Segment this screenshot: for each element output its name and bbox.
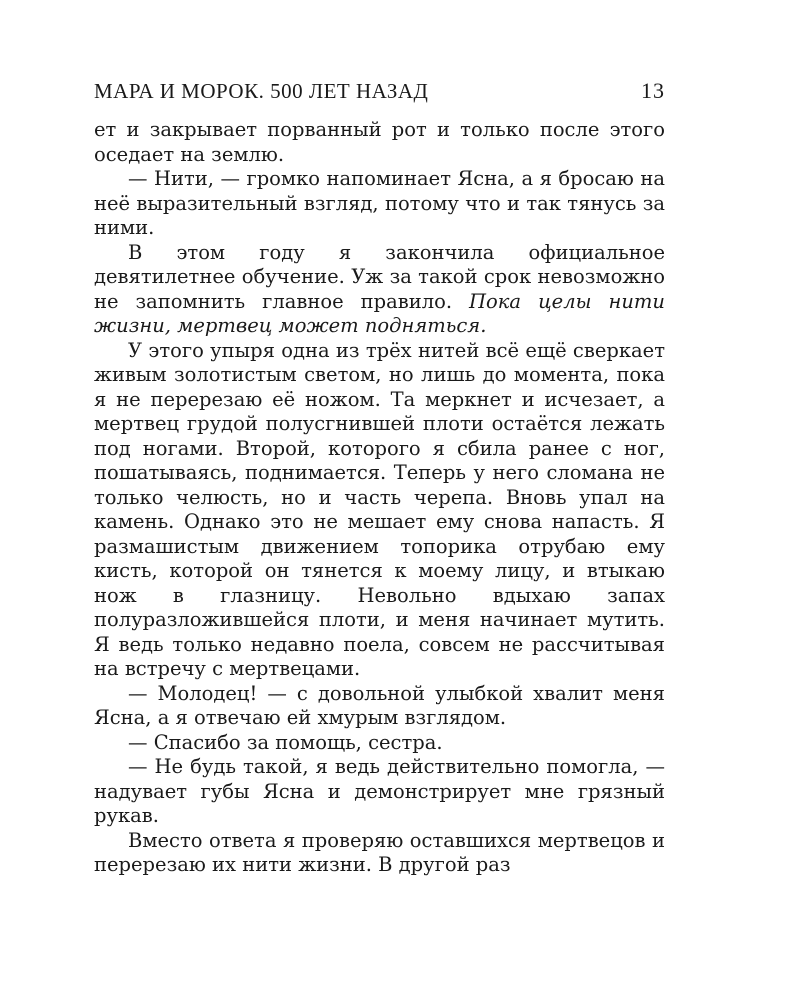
paragraph: У этого упыря одна из трёх нитей всё ещё сверкает живым золотистым светом, но лишь до момента, пока я не перерезаю её ножом. Та меркнет и исчезает, а мертвец грудой полусгнившей плоти остаётся лежать под ногами. Второй, которого я сбила ранее с ног, пошатываясь, поднимается. Теперь у него сломана не только челюсть, но и часть черепа. Вновь упал на камень. Однако это не мешает ему снова напасть. Я размашистым движением топорика отрубаю ему кисть, которой он тянется к моему лицу, и втыкаю нож в глазницу. Невольно вдыхаю запах полуразложившейся плоти, и меня начинает мутить. Я ведь только недавно поела, совсем не рассчитывая на встречу с мертвецами.: [94, 338, 665, 680]
running-header: [94, 78, 665, 118]
page-number: 13: [641, 78, 665, 103]
body-text: [94, 118, 665, 878]
paragraph: — Молодец! — с довольной улыбкой хвалит меня Ясна, а я отвечаю ей хмурым взглядом.: [94, 681, 665, 729]
running-title: МАРА И МОРОК. 500 ЛЕТ НАЗАД: [94, 79, 429, 103]
paragraph: — Не будь такой, я ведь действительно помогла, — надувает губы Ясна и демонстрирует мне грязный рукав.: [94, 755, 665, 827]
paragraph: В этом году я закончила официальное девятилетнее обучение. Уж за такой срок невозможно не запомнить главное правило. Пока целы нити жизни, мертвец может подняться.: [94, 240, 665, 337]
book-page: [94, 78, 665, 878]
italic-rule: Пока целы нити жизни, мертвец может подняться.: [94, 289, 665, 337]
paragraph: Вместо ответа я проверяю оставшихся мертвецов и перерезаю их нити жизни. В другой раз: [94, 828, 665, 876]
paragraph: — Спасибо за помощь, сестра.: [128, 730, 443, 754]
paragraph: ет и закрывает порванный рот и только после этого оседает на землю.: [94, 118, 665, 166]
paragraph: — Нити, — громко напоминает Ясна, а я бросаю на неё выразительный взгляд, потому что и так тянусь за ними.: [94, 167, 665, 239]
